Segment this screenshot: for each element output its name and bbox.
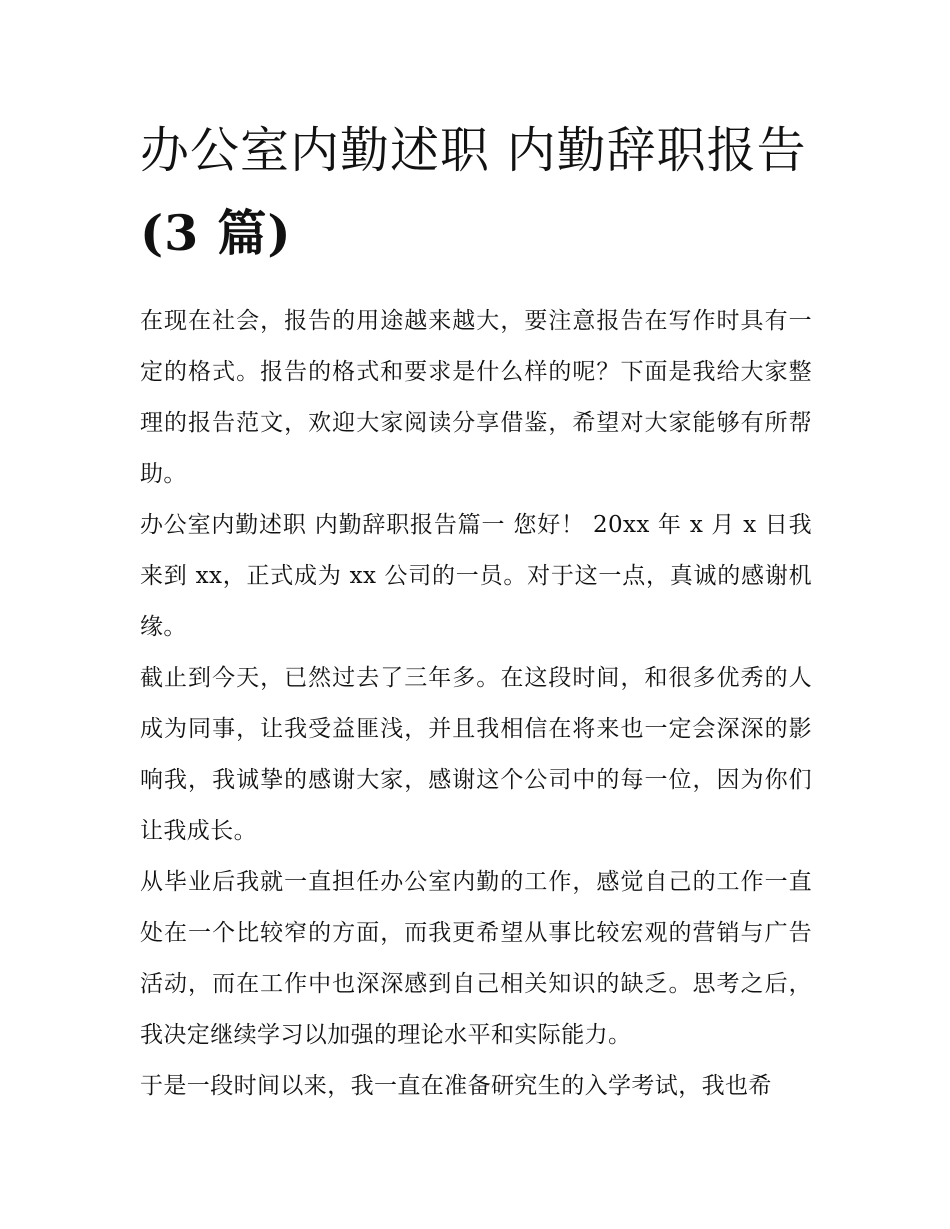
document-body	[140, 296, 812, 1112]
title-line-1: 办公室内勤述职 内勤辞职报告	[140, 122, 807, 179]
document-page	[140, 110, 812, 1112]
title-line-2: (3 篇)	[140, 204, 292, 262]
paragraph-4: 于是一段时间以来，我一直在准备研究生的入学考试，我也希	[140, 1073, 772, 1099]
paragraph-1: 办公室内勤述职 内勤辞职报告篇一 您好！ 20xx 年 x 月 x 日我来到 xx，正式成为 xx 公司的一员。对于这一点，真诚的感谢机缘。	[140, 512, 812, 640]
paragraph-intro: 在现在社会，报告的用途越来越大，要注意报告在写作时具有一定的格式。报告的格式和要求是什么样的呢？下面是我给大家整理的报告范文，欢迎大家阅读分享借鉴，希望对大家能够有所帮助。	[140, 308, 812, 487]
paragraph-2: 截止到今天，已然过去了三年多。在这段时间，和很多优秀的人成为同事，让我受益匪浅，并且我相信在将来也一定会深深的影响我，我诚挚的感谢大家，感谢这个公司中的每一位，因为你们让我成长。	[140, 665, 812, 844]
document-title	[140, 110, 812, 274]
paragraph-3: 从毕业后我就一直担任办公室内勤的工作，感觉自己的工作一直处在一个比较窄的方面，而我更希望从事比较宏观的营销与广告活动，而在工作中也深深感到自己相关知识的缺乏。思考之后，我决定继续学习以加强的理论水平和实际能力。	[140, 869, 812, 1048]
